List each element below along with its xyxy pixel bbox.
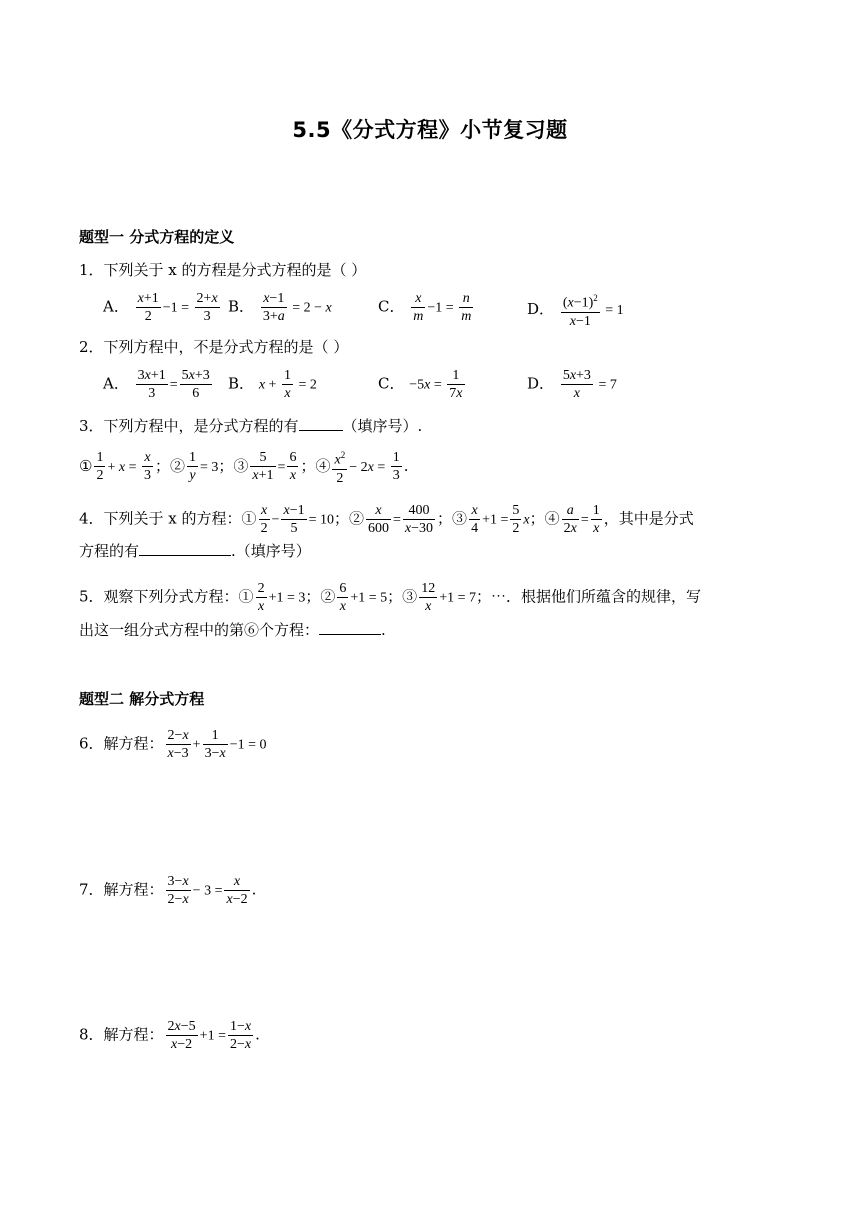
answer-blank[interactable]: [299, 418, 343, 431]
question-2-option-b: B． x + $\frac{1}{x}$ = 2: [228, 368, 317, 401]
page-title: 5.5《分式方程》小节复习题: [292, 118, 568, 142]
question-1-option-b: B． $\frac{x-1}{3+a}$ = 2 − x: [228, 291, 332, 324]
question-2-stem: 2．下列方程中，不是分式方程的是（ ）: [79, 338, 349, 356]
question-5-stem: 5．观察下列分式方程：① $\frac{2}{x}$ +1 = 3；② $\frac{6}{x}$ +1 = 5；③ $\frac{12}{x}$ +1 = 7；⋯．根据他们所蕴含的规律，写: [79, 581, 701, 614]
answer-blank[interactable]: [319, 622, 381, 635]
question-4-stem: 4．下列关于 x 的方程：① $\frac{x}{2}$ − $\frac{x-1}{5}$ = 10；② $\frac{x}{600}$ = $\frac{400}{x-30}$ ；③ $\frac{x}{4}$ +1 = $\frac{5}{2}$ x；④ $\frac{a}{2x}$ = $\frac{1}{x}$ ，其中是分式: [79, 503, 694, 536]
question-7: 7．解方程： $\frac{3-x}{2-x}$ − 3 = $\frac{x}{x-2}$ .: [79, 874, 257, 907]
question-1-stem: 1．下列关于 x 的方程是分式方程的是（ ）: [79, 261, 367, 279]
question-5-line-2: 出这一组分式方程中的第⑥个方程： .: [79, 621, 386, 639]
question-3-stem: 3．下列方程中，是分式方程的有 （填序号）.: [79, 417, 423, 435]
section-heading-definition: 题型一 分式方程的定义: [79, 228, 235, 246]
question-4-line-2: 方程的有 .（填序号）: [79, 542, 311, 560]
question-8: 8．解方程： $\frac{2x-5}{x-2}$ +1 = $\frac{1-x}{2-x}$ .: [79, 1019, 260, 1052]
question-1-option-c: C． $\frac{x}{m}$ −1 = $\frac{n}{m}$: [378, 291, 472, 324]
question-3-equations: ① $\frac{1}{2}$ + x = $\frac{x}{3}$ ；② $\frac{1}{y}$ = 3；③ $\frac{5}{x+1}$ = $\frac{6}{x}$ ；④ $\frac{x^2}{2}$ − 2x = $\frac{1}{3}$ .: [79, 447, 409, 487]
answer-blank[interactable]: [139, 543, 231, 556]
section-heading-solve: 题型二 解分式方程: [79, 690, 205, 708]
question-1-option-a: A． $\frac{x+1}{2}$ −1 = $\frac{2+x}{3}$: [103, 291, 218, 324]
question-2-option-a: A． $\frac{3x+1}{3}$ = $\frac{5x+3}{6}$: [103, 368, 210, 401]
question-2-option-c: C． −5x = $\frac{1}{7x}$: [378, 368, 463, 401]
question-6: 6．解方程： $\frac{2-x}{x-3}$ + $\frac{1}{3-x}$ −1 = 0: [79, 728, 267, 761]
question-1-option-d: D． $\frac{(x-1)^2}{x-1}$ = 1: [527, 290, 624, 330]
question-2-option-d: D． $\frac{5x+3}{x}$ = 7: [527, 368, 617, 401]
